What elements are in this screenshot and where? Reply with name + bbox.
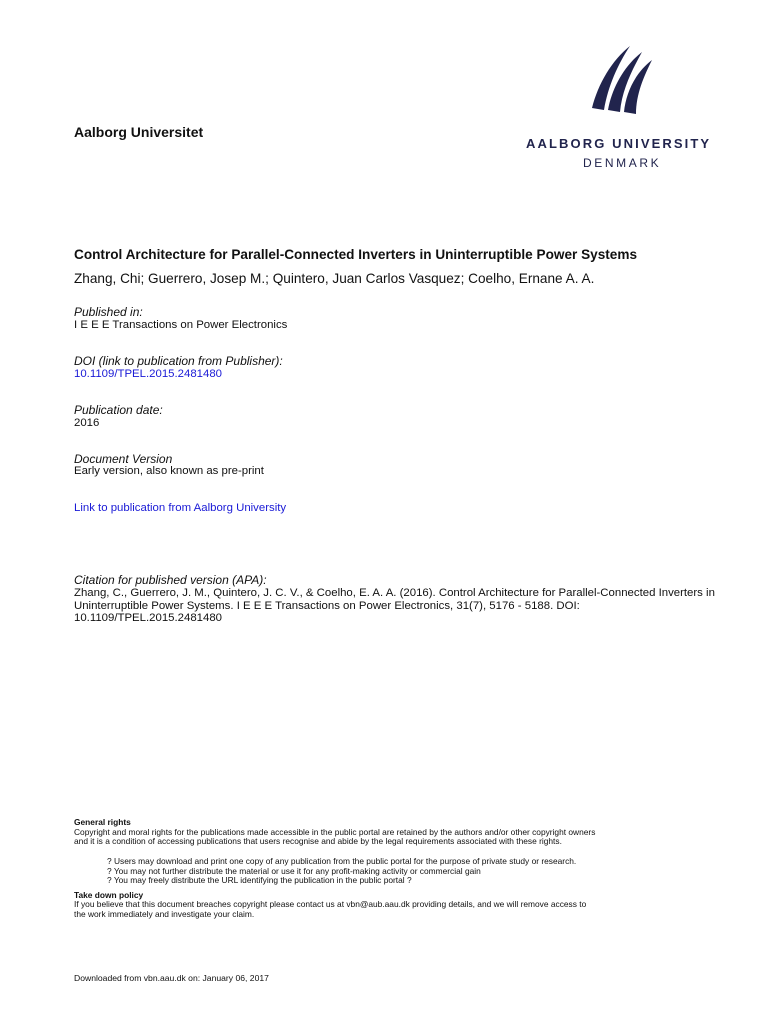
citation-label: Citation for published version (APA):	[74, 573, 267, 587]
takedown-heading: Take down policy	[74, 890, 144, 900]
document-version-label: Document Version	[74, 452, 173, 466]
general-rights-heading: General rights	[74, 817, 131, 827]
aau-publication-link[interactable]: Link to publication from Aalborg University	[74, 502, 287, 514]
document-version-value: Early version, also known as pre-print	[74, 465, 264, 477]
rights-bullet: ? You may not further distribute the material or use it for any profit-making activity or commercial gain	[107, 866, 481, 876]
download-footer: Downloaded from vbn.aau.dk on: January 06, 2017	[74, 973, 269, 983]
doi-label: DOI (link to publication from Publisher):	[74, 354, 283, 368]
general-rights-line: and it is a condition of accessing publications that users recognise and abide by the legal requirements associated with these rights.	[74, 836, 562, 846]
publication-date-value: 2016	[74, 417, 100, 429]
takedown-line: the work immediately and investigate your claim.	[74, 909, 255, 919]
citation-text: Zhang, C., Guerrero, J. M., Quintero, J. C. V., & Coelho, E. A. A. (2016). Control Architecture for Parallel-Connected Inverters in Uninterruptible Power Systems. I E E E Transactions on Power Electronics, 31(7), 5176 - 5188. DOI: 10.1109/TPEL.2015.2481480	[74, 587, 715, 625]
paper-title: Control Architecture for Parallel-Connected Inverters in Uninterruptible Power Systems	[74, 247, 638, 262]
takedown-line: If you believe that this document breaches copyright please contact us at vbn@aub.aau.dk providing details, and we will remove access to	[74, 899, 587, 909]
aau-logo	[522, 42, 727, 178]
rights-bullet: ? You may freely distribute the URL identifying the publication in the public portal ?	[107, 875, 412, 885]
general-rights-line: Copyright and moral rights for the publications made accessible in the public portal are retained by the authors and/or other copyright owners	[74, 827, 596, 837]
doi-link[interactable]: 10.1109/TPEL.2015.2481480	[74, 368, 222, 380]
rights-bullet: ? Users may download and print one copy of any publication from the public portal for the purpose of private study or research.	[107, 856, 577, 866]
aau-logo-mark-icon	[586, 42, 656, 114]
logo-country: DENMARK	[583, 156, 662, 170]
published-in-value: I E E E Transactions on Power Electronics	[74, 319, 288, 331]
logo-name: AALBORG UNIVERSITY	[526, 136, 712, 151]
paper-authors: Zhang, Chi; Guerrero, Josep M.; Quintero, Juan Carlos Vasquez; Coelho, Ernane A. A.	[74, 271, 595, 286]
institution-name: Aalborg Universitet	[74, 124, 204, 140]
publication-date-label: Publication date:	[74, 403, 163, 417]
published-in-label: Published in:	[74, 305, 143, 319]
